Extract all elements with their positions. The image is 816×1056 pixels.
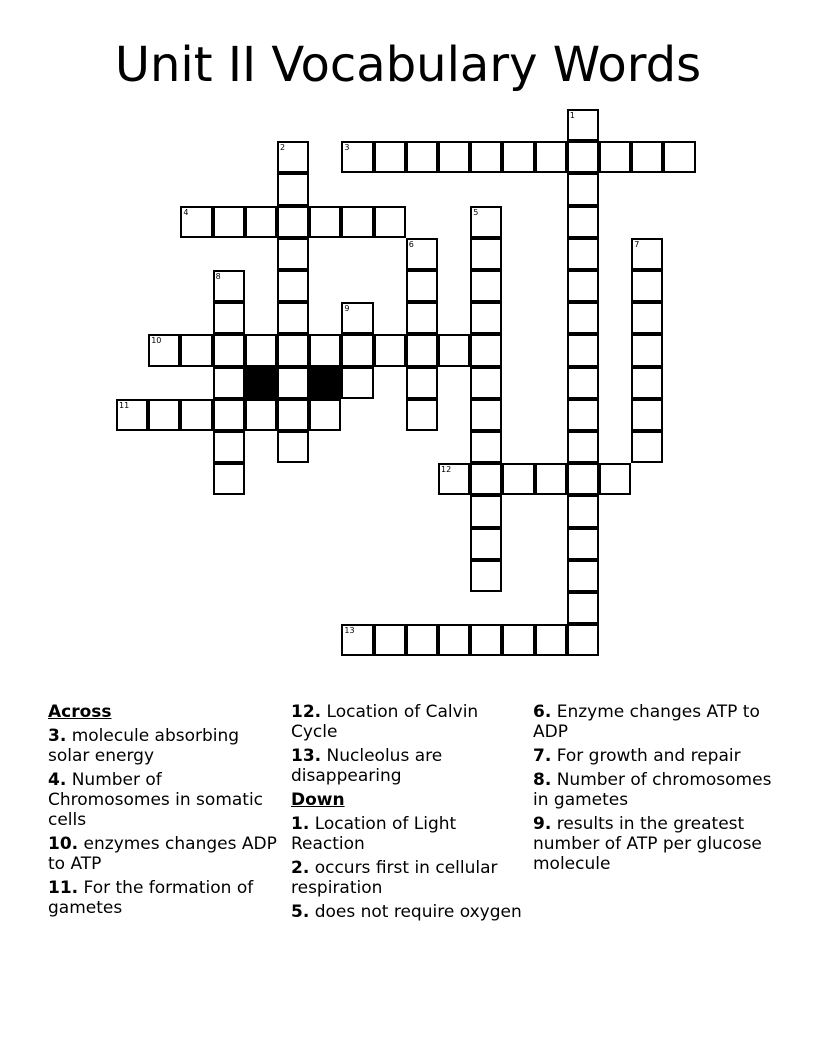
grid-cell[interactable] [406, 270, 438, 302]
grid-cell[interactable] [277, 302, 309, 334]
grid-cell[interactable] [406, 399, 438, 431]
clue-across-4 [48, 770, 283, 830]
clue-text: Number of chromosomes in gametes [533, 770, 772, 810]
clue-across-13 [291, 746, 526, 786]
grid-cell[interactable] [567, 495, 599, 527]
clue-text: Nucleolus are disappearing [291, 746, 443, 786]
clues-column-2 [291, 702, 526, 926]
grid-cell[interactable] [438, 141, 470, 173]
grid-cell[interactable] [374, 206, 406, 238]
grid-cell[interactable] [470, 270, 502, 302]
grid-cell[interactable] [213, 367, 245, 399]
grid-cell[interactable] [470, 238, 502, 270]
clue-text: enzymes changes ADP to ATP [48, 834, 277, 874]
grid-cell[interactable] [406, 141, 438, 173]
grid-cell[interactable] [406, 624, 438, 656]
cell-number: 4 [183, 207, 189, 217]
grid-cell[interactable] [631, 302, 663, 334]
grid-cell[interactable] [567, 302, 599, 334]
clue-text: molecule absorbing solar energy [48, 726, 240, 766]
clue-number: 1. [291, 814, 310, 834]
grid-cell[interactable] [567, 463, 599, 495]
grid-cell[interactable] [213, 206, 245, 238]
across-heading: Across [48, 702, 112, 722]
clues-column-1 [48, 702, 283, 922]
grid-cell[interactable] [374, 624, 406, 656]
clue-across-12 [291, 702, 526, 742]
grid-cell[interactable] [213, 334, 245, 366]
grid-cell[interactable] [309, 399, 341, 431]
clue-text: does not require oxygen [314, 902, 522, 922]
grid-cell[interactable] [567, 173, 599, 205]
grid-cell[interactable] [502, 463, 534, 495]
clue-number: 13. [291, 746, 322, 766]
grid-cell[interactable] [406, 302, 438, 334]
cell-number: 6 [408, 239, 414, 249]
grid-cell[interactable] [277, 399, 309, 431]
grid-cell[interactable] [277, 334, 309, 366]
grid-cell[interactable] [567, 431, 599, 463]
clue-down-1 [291, 814, 526, 854]
page-title: Unit II Vocabulary Words [114, 37, 702, 93]
clue-number: 2. [291, 858, 310, 878]
clue-down-5 [291, 902, 526, 922]
grid-cell[interactable] [438, 624, 470, 656]
grid-cell[interactable] [341, 302, 373, 334]
grid-cell[interactable] [213, 431, 245, 463]
grid-cell[interactable] [567, 399, 599, 431]
clue-number: 7. [533, 746, 552, 766]
clue-number: 5. [291, 902, 310, 922]
grid-cell[interactable] [180, 399, 212, 431]
grid-cell[interactable] [567, 238, 599, 270]
grid-cell[interactable] [631, 141, 663, 173]
clue-text: Number of Chromosomes in somatic cells [48, 770, 264, 830]
grid-cell[interactable] [277, 206, 309, 238]
clue-across-3 [48, 726, 283, 766]
grid-cell[interactable] [213, 270, 245, 302]
grid-cell[interactable] [567, 528, 599, 560]
grid-cell[interactable] [470, 334, 502, 366]
clue-text: Location of Light Reaction [291, 814, 457, 854]
grid-cell[interactable] [567, 334, 599, 366]
grid-cell[interactable] [406, 334, 438, 366]
clue-number: 9. [533, 814, 552, 834]
clue-text: Location of Calvin Cycle [291, 702, 479, 742]
grid-cell[interactable] [213, 302, 245, 334]
black-cell [245, 367, 277, 399]
grid-cell[interactable] [180, 334, 212, 366]
grid-cell[interactable] [309, 206, 341, 238]
grid-cell[interactable] [341, 206, 373, 238]
clue-across-10 [48, 834, 283, 874]
grid-cell[interactable] [406, 238, 438, 270]
cell-number: 7 [634, 239, 640, 249]
grid-cell[interactable] [567, 109, 599, 141]
grid-cell[interactable] [470, 463, 502, 495]
clue-down-9 [533, 814, 773, 874]
grid-cell[interactable] [535, 141, 567, 173]
grid-cell[interactable] [277, 270, 309, 302]
cell-number: 9 [344, 304, 350, 314]
grid-cell[interactable] [341, 367, 373, 399]
clue-text: results in the greatest number of ATP per glucose molecule [533, 814, 762, 874]
clue-number: 6. [533, 702, 552, 722]
clue-across-11 [48, 878, 283, 918]
grid-cell[interactable] [406, 367, 438, 399]
grid-cell[interactable] [213, 463, 245, 495]
grid-cell[interactable] [245, 206, 277, 238]
grid-cell[interactable] [374, 334, 406, 366]
grid-cell[interactable] [470, 141, 502, 173]
clue-down-6 [533, 702, 773, 742]
black-cell [309, 367, 341, 399]
grid-cell[interactable] [470, 495, 502, 527]
crossword-grid [117, 110, 697, 660]
grid-cell[interactable] [663, 141, 695, 173]
grid-cell[interactable] [470, 624, 502, 656]
grid-cell[interactable] [309, 334, 341, 366]
grid-cell[interactable] [567, 141, 599, 173]
grid-cell[interactable] [470, 431, 502, 463]
grid-cell[interactable] [341, 334, 373, 366]
grid-cell[interactable] [470, 399, 502, 431]
clue-number: 11. [48, 878, 79, 898]
grid-cell[interactable] [502, 141, 534, 173]
grid-cell[interactable] [567, 270, 599, 302]
grid-cell[interactable] [567, 206, 599, 238]
grid-cell[interactable] [535, 624, 567, 656]
grid-cell[interactable] [341, 141, 373, 173]
clue-down-7 [533, 746, 773, 766]
grid-cell[interactable] [567, 560, 599, 592]
grid-cell[interactable] [631, 238, 663, 270]
grid-cell[interactable] [567, 624, 599, 656]
clue-down-8 [533, 770, 773, 810]
clues-column-3 [533, 702, 773, 878]
grid-cell[interactable] [277, 173, 309, 205]
grid-cell[interactable] [631, 270, 663, 302]
grid-cell[interactable] [438, 463, 470, 495]
cell-number: 10 [151, 336, 162, 346]
clue-down-2 [291, 858, 526, 898]
grid-cell[interactable] [631, 334, 663, 366]
grid-cell[interactable] [599, 141, 631, 173]
grid-cell[interactable] [535, 463, 567, 495]
grid-cell[interactable] [470, 528, 502, 560]
grid-cell[interactable] [631, 431, 663, 463]
grid-cell[interactable] [374, 141, 406, 173]
grid-cell[interactable] [502, 624, 534, 656]
cell-number: 13 [344, 626, 355, 636]
grid-cell[interactable] [213, 399, 245, 431]
grid-cell[interactable] [148, 334, 180, 366]
cell-number: 8 [215, 272, 221, 281]
down-heading: Down [291, 790, 345, 810]
grid-cell[interactable] [567, 367, 599, 399]
grid-cell[interactable] [277, 367, 309, 399]
clue-number: 3. [48, 726, 67, 746]
grid-cell[interactable] [631, 399, 663, 431]
grid-cell[interactable] [116, 399, 148, 431]
cell-number: 1 [569, 111, 575, 120]
grid-cell[interactable] [567, 592, 599, 624]
cell-number: 11 [119, 400, 130, 410]
clue-number: 8. [533, 770, 552, 790]
grid-cell[interactable] [470, 206, 502, 238]
cell-number: 3 [344, 143, 350, 153]
grid-cell[interactable] [277, 431, 309, 463]
grid-cell[interactable] [470, 367, 502, 399]
clue-number: 12. [291, 702, 322, 722]
grid-cell[interactable] [470, 302, 502, 334]
clue-number: 10. [48, 834, 79, 854]
grid-cell[interactable] [470, 560, 502, 592]
grid-cell[interactable] [277, 238, 309, 270]
clue-text: Enzyme changes ATP to ADP [533, 702, 760, 742]
grid-cell[interactable] [245, 399, 277, 431]
clue-text: occurs first in cellular respiration [291, 858, 498, 898]
cell-number: 12 [441, 465, 452, 475]
clue-text: For the formation of gametes [48, 878, 254, 918]
grid-cell[interactable] [599, 463, 631, 495]
grid-cell[interactable] [245, 334, 277, 366]
grid-cell[interactable] [341, 624, 373, 656]
grid-cell[interactable] [180, 206, 212, 238]
clue-number: 4. [48, 770, 67, 790]
grid-cell[interactable] [438, 334, 470, 366]
cell-number: 5 [473, 207, 479, 217]
grid-cell[interactable] [277, 141, 309, 173]
grid-cell[interactable] [631, 367, 663, 399]
clue-text: For growth and repair [556, 746, 741, 766]
cell-number: 2 [280, 143, 286, 153]
grid-cell[interactable] [148, 399, 180, 431]
